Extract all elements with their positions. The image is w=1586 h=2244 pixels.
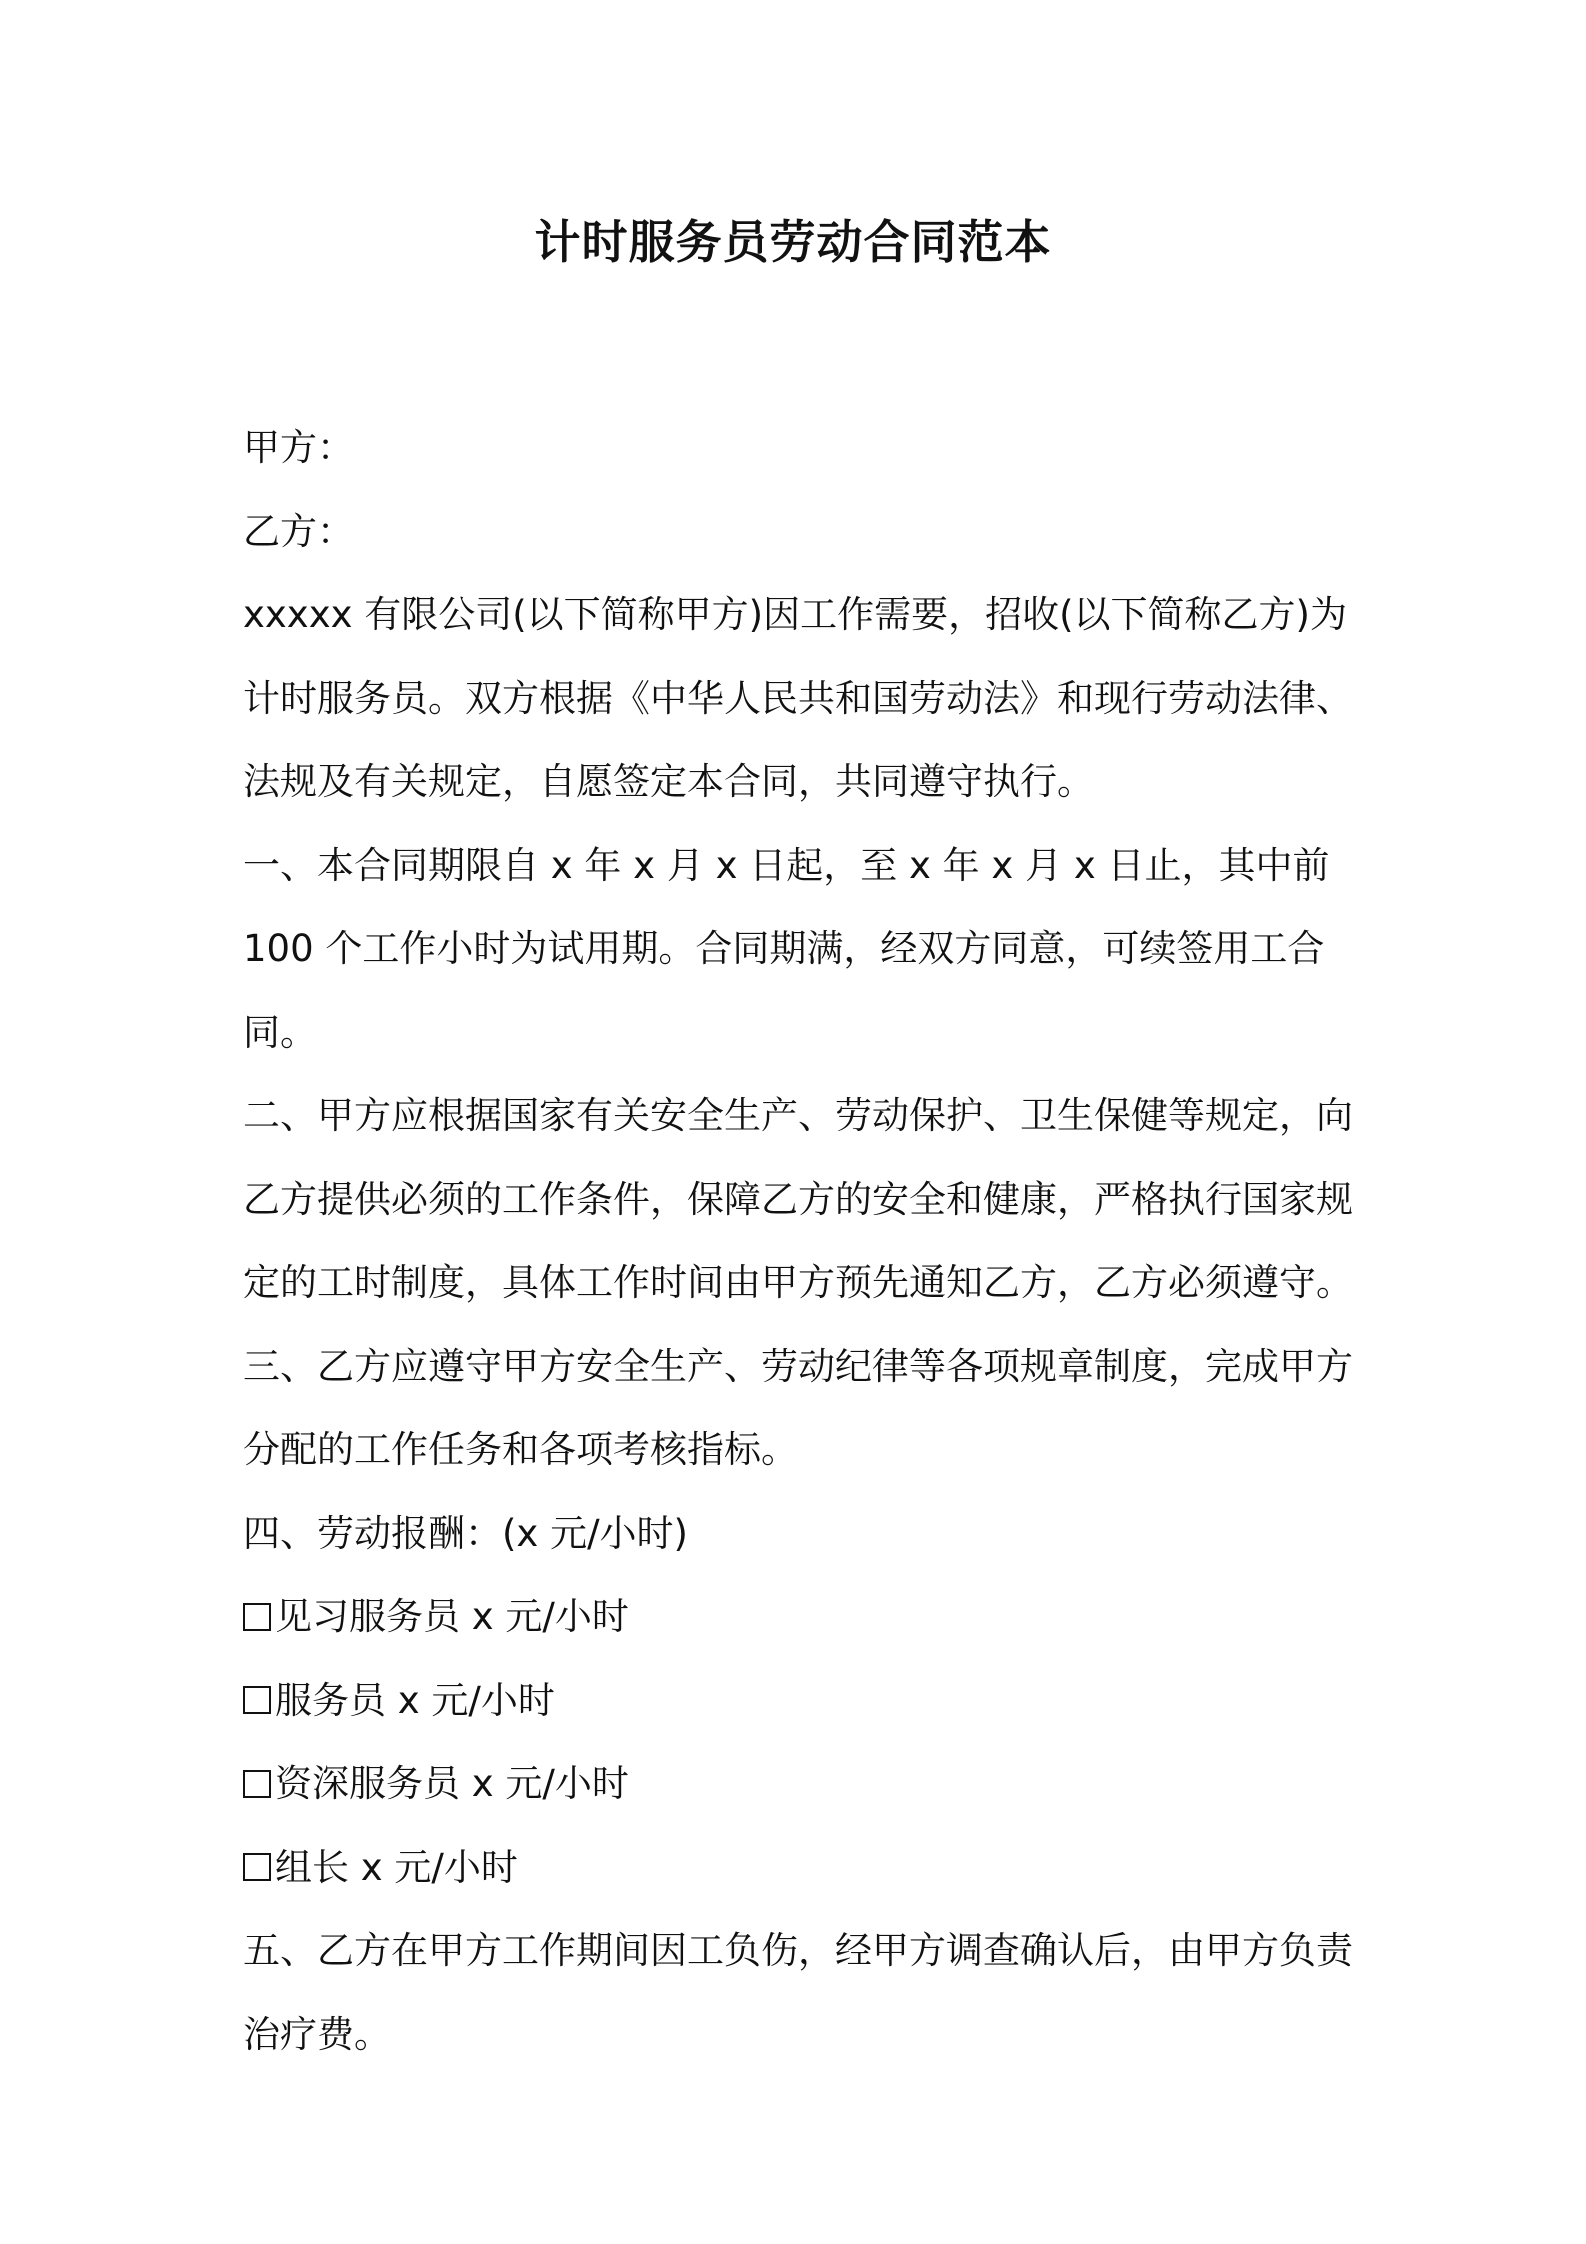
clause-1: 一、本合同期限自 x 年 x 月 x 日起，至 x 年 x 月 x 日止，其中前 100 个工作小时为试用期。合同期满，经双方同意，可续签用工合同。 xyxy=(243,843,1330,1054)
pay-option-label: 组长 x 元/小时 xyxy=(275,1845,518,1889)
clause-3: 三、乙方应遵守甲方安全生产、劳动纪律等各项规章制度，完成甲方分配的工作任务和各项考核指标。 xyxy=(243,1344,1353,1471)
pay-option-server xyxy=(243,1659,1353,1743)
checkbox-icon xyxy=(243,1603,271,1631)
party-b-line: 乙方： xyxy=(243,509,354,553)
pay-option-senior-server xyxy=(243,1742,1353,1826)
pay-option-label: 资深服务员 x 元/小时 xyxy=(275,1762,629,1805)
pay-option-team-leader xyxy=(243,1826,1353,1910)
contract-body xyxy=(243,406,1353,2076)
clause-2: 二、甲方应根据国家有关安全生产、劳动保护、卫生保健等规定，向乙方提供必须的工作条件，保障乙方的安全和健康，严格执行国家规定的工时制度，具体工作时间由甲方预先通知乙方，乙方必须遵守。 xyxy=(243,1094,1353,1304)
clause-5: 五、乙方在甲方工作期间因工负伤，经甲方调查确认后，由甲方负责治疗费。 xyxy=(243,1929,1353,2056)
checkbox-icon xyxy=(243,1686,271,1714)
document-title: 计时服务员劳动合同范本 xyxy=(534,215,1052,269)
pay-option-label: 服务员 x 元/小时 xyxy=(275,1678,555,1722)
pay-option-trainee xyxy=(243,1575,1353,1659)
checkbox-icon xyxy=(243,1770,271,1798)
pay-option-label: 见习服务员 x 元/小时 xyxy=(275,1595,629,1638)
intro-paragraph: xxxxx 有限公司(以下简称甲方)因工作需要，招收(以下简称乙方)为计时服务员。双方根据《中华人民共和国劳动法》和现行劳动法律、法规及有关规定，自愿签定本合同，共同遵守执行。 xyxy=(243,593,1353,803)
clause-4-heading: 四、劳动报酬：(x 元/小时) xyxy=(243,1511,688,1555)
checkbox-icon xyxy=(243,1853,271,1881)
party-a-line: 甲方： xyxy=(243,426,354,469)
